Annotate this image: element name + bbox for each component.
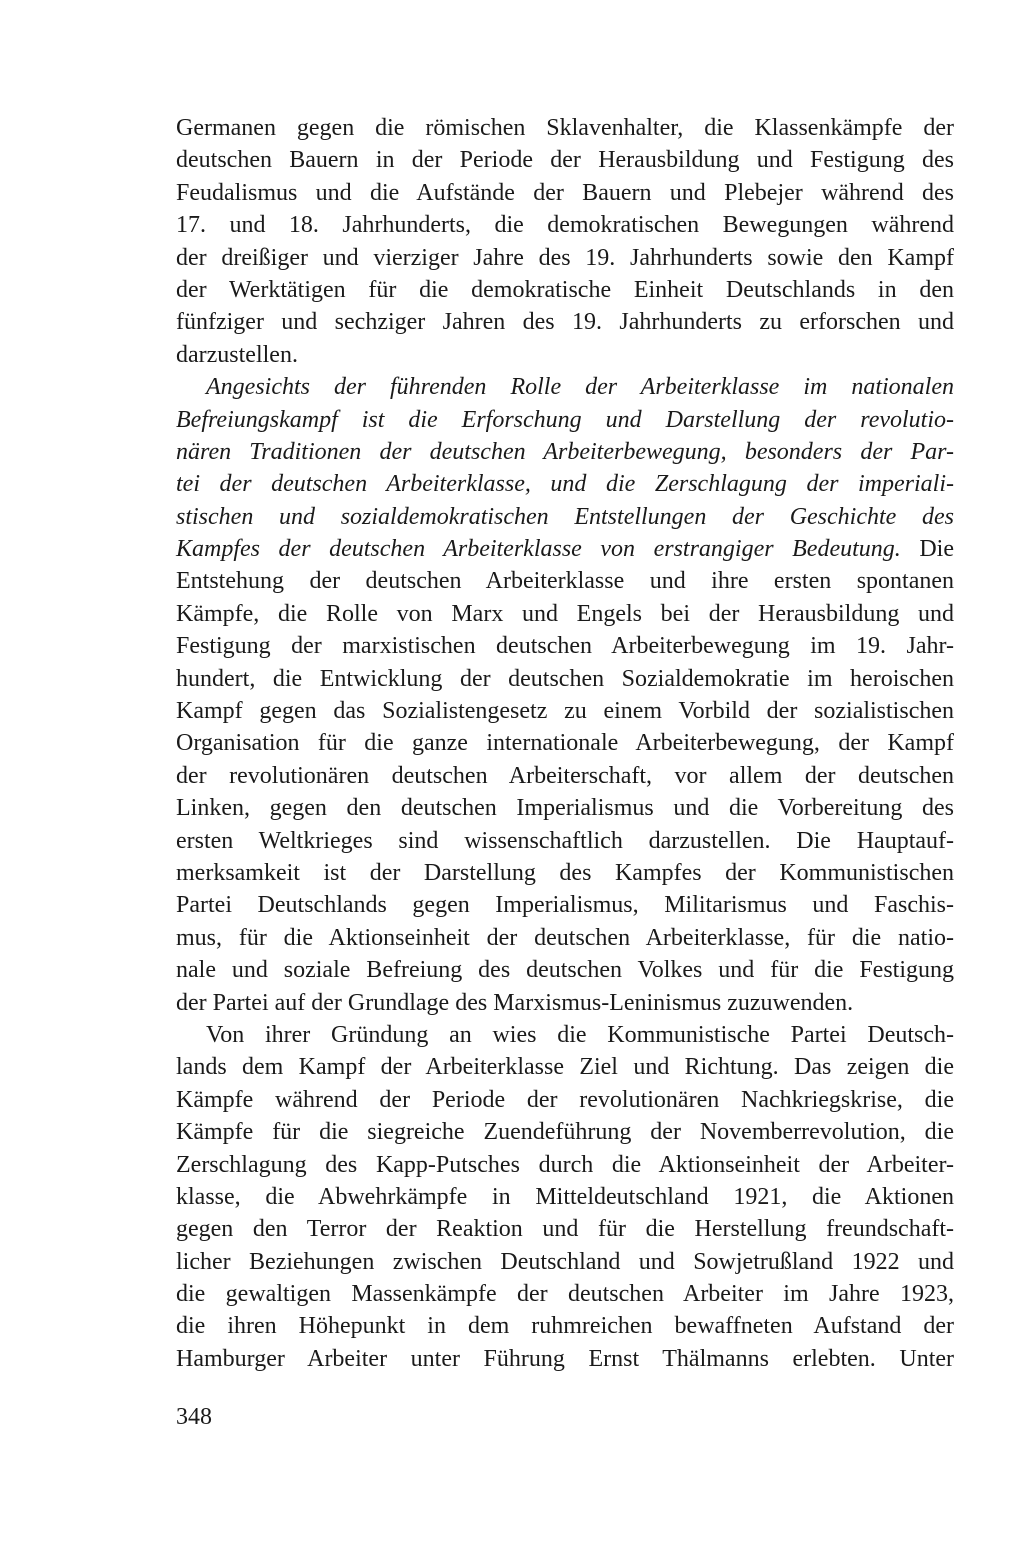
body-text	[176, 112, 954, 1375]
text-line: gegen den Terror der Reaktion und für die Herstellung freundschaft-	[176, 1216, 954, 1243]
text-line: Hamburger Arbeiter unter Führung Ernst Thälmanns erlebten. Unter	[176, 1345, 954, 1372]
italic-run: tei der deutschen Arbeiterklasse, und die Zerschlagung der imperiali-	[176, 471, 954, 498]
text-line: Kämpfe während der Periode der revolutionären Nachkriegskrise, die	[176, 1086, 954, 1113]
text-line: licher Beziehungen zwischen Deutschland und Sowjetrußland 1922 und	[176, 1248, 954, 1275]
italic-run: Kampfes der deutschen Arbeiterklasse von erstrangiger Bedeutung.	[176, 536, 901, 563]
italic-run: nären Traditionen der deutschen Arbeiterbewegung, besonders der Par-	[176, 438, 954, 465]
text-line: klasse, die Abwehrkämpfe in Mitteldeutschland 1921, die Aktionen	[176, 1183, 954, 1210]
text-line: der dreißiger und vierziger Jahre des 19. Jahrhunderts sowie den Kampf	[176, 244, 954, 271]
text-line: darzustellen.	[176, 341, 298, 368]
text-line: mus, für die Aktionseinheit der deutschen Arbeiterklasse, für die natio-	[176, 924, 954, 951]
italic-text-line	[176, 501, 954, 533]
italic-text-line	[176, 404, 954, 436]
italic-text-line	[176, 436, 954, 468]
text-line: der Partei auf der Grundlage des Marxismus-Leninismus zuzuwenden.	[176, 989, 854, 1016]
text-line: Germanen gegen die römischen Sklavenhalter, die Klassenkämpfe der	[176, 115, 954, 141]
text-line: merksamkeit ist der Darstellung des Kampfes der Kommunistischen	[176, 859, 954, 886]
text-line: der Werktätigen für die demokratische Einheit Deutschlands in den	[176, 276, 954, 303]
page-number: 348	[176, 1404, 212, 1430]
italic-text-line	[176, 468, 954, 500]
text-line: ersten Weltkrieges sind wissenschaftlich darzustellen. Die Hauptauf-	[176, 827, 954, 854]
text-line: Kampf gegen das Sozialistengesetz zu einem Vorbild der sozialistischen	[176, 698, 954, 725]
text-line: 17. und 18. Jahrhunderts, die demokratischen Bewegungen während	[176, 212, 954, 239]
italic-run: Befreiungskampf ist die Erforschung und Darstellung der revolutio-	[176, 406, 954, 433]
text-line: hundert, die Entwicklung der deutschen Sozialdemokratie im heroischen	[176, 665, 954, 692]
text-line: deutschen Bauern in der Periode der Herausbildung und Festigung des	[176, 147, 954, 174]
text-line: die gewaltigen Massenkämpfe der deutschen Arbeiter im Jahre 1923,	[176, 1281, 954, 1308]
text-line: die ihren Höhepunkt in dem ruhmreichen bewaffneten Aufstand der	[176, 1313, 954, 1340]
text-line: Kämpfe für die siegreiche Zuendeführung der Novemberrevolution, die	[176, 1119, 954, 1146]
text-line: Zerschlagung des Kapp-Putsches durch die Aktionseinheit der Arbeiter-	[176, 1151, 954, 1178]
roman-run: Die	[900, 536, 954, 563]
text-line: lands dem Kampf der Arbeiterklasse Ziel und Richtung. Das zeigen die	[176, 1054, 954, 1081]
text-line: Entstehung der deutschen Arbeiterklasse und ihre ersten spontanen	[176, 568, 954, 595]
text-line: Von ihrer Gründung an wies die Kommunistische Partei Deutsch-	[206, 1021, 954, 1048]
text-line: nale und soziale Befreiung des deutschen Volkes und für die Festigung	[176, 957, 954, 984]
text-line: Partei Deutschlands gegen Imperialismus, Militarismus und Faschis-	[176, 892, 954, 919]
text-line: Linken, gegen den deutschen Imperialismus und die Vorbereitung des	[176, 795, 954, 822]
text-line: Festigung der marxistischen deutschen Arbeiterbewegung im 19. Jahr-	[176, 633, 954, 660]
text-line: Feudalismus und die Aufstände der Bauern und Plebejer während des	[176, 179, 954, 206]
mixed-text-line	[176, 533, 954, 565]
text-line: fünfziger und sechziger Jahren des 19. Jahrhunderts zu erforschen und	[176, 309, 954, 336]
italic-run: stischen und sozialdemokratischen Entstellungen der Geschichte des	[176, 503, 954, 530]
text-line: Organisation für die ganze internationale Arbeiterbewegung, der Kampf	[176, 730, 954, 757]
italic-run: Angesichts der führenden Rolle der Arbeiterklasse im nationalen	[206, 374, 954, 401]
text-line: Kämpfe, die Rolle von Marx und Engels bei der Herausbildung und	[176, 600, 954, 627]
text-line: der revolutionären deutschen Arbeiterschaft, vor allem der deutschen	[176, 762, 954, 789]
italic-text-line	[176, 371, 954, 403]
